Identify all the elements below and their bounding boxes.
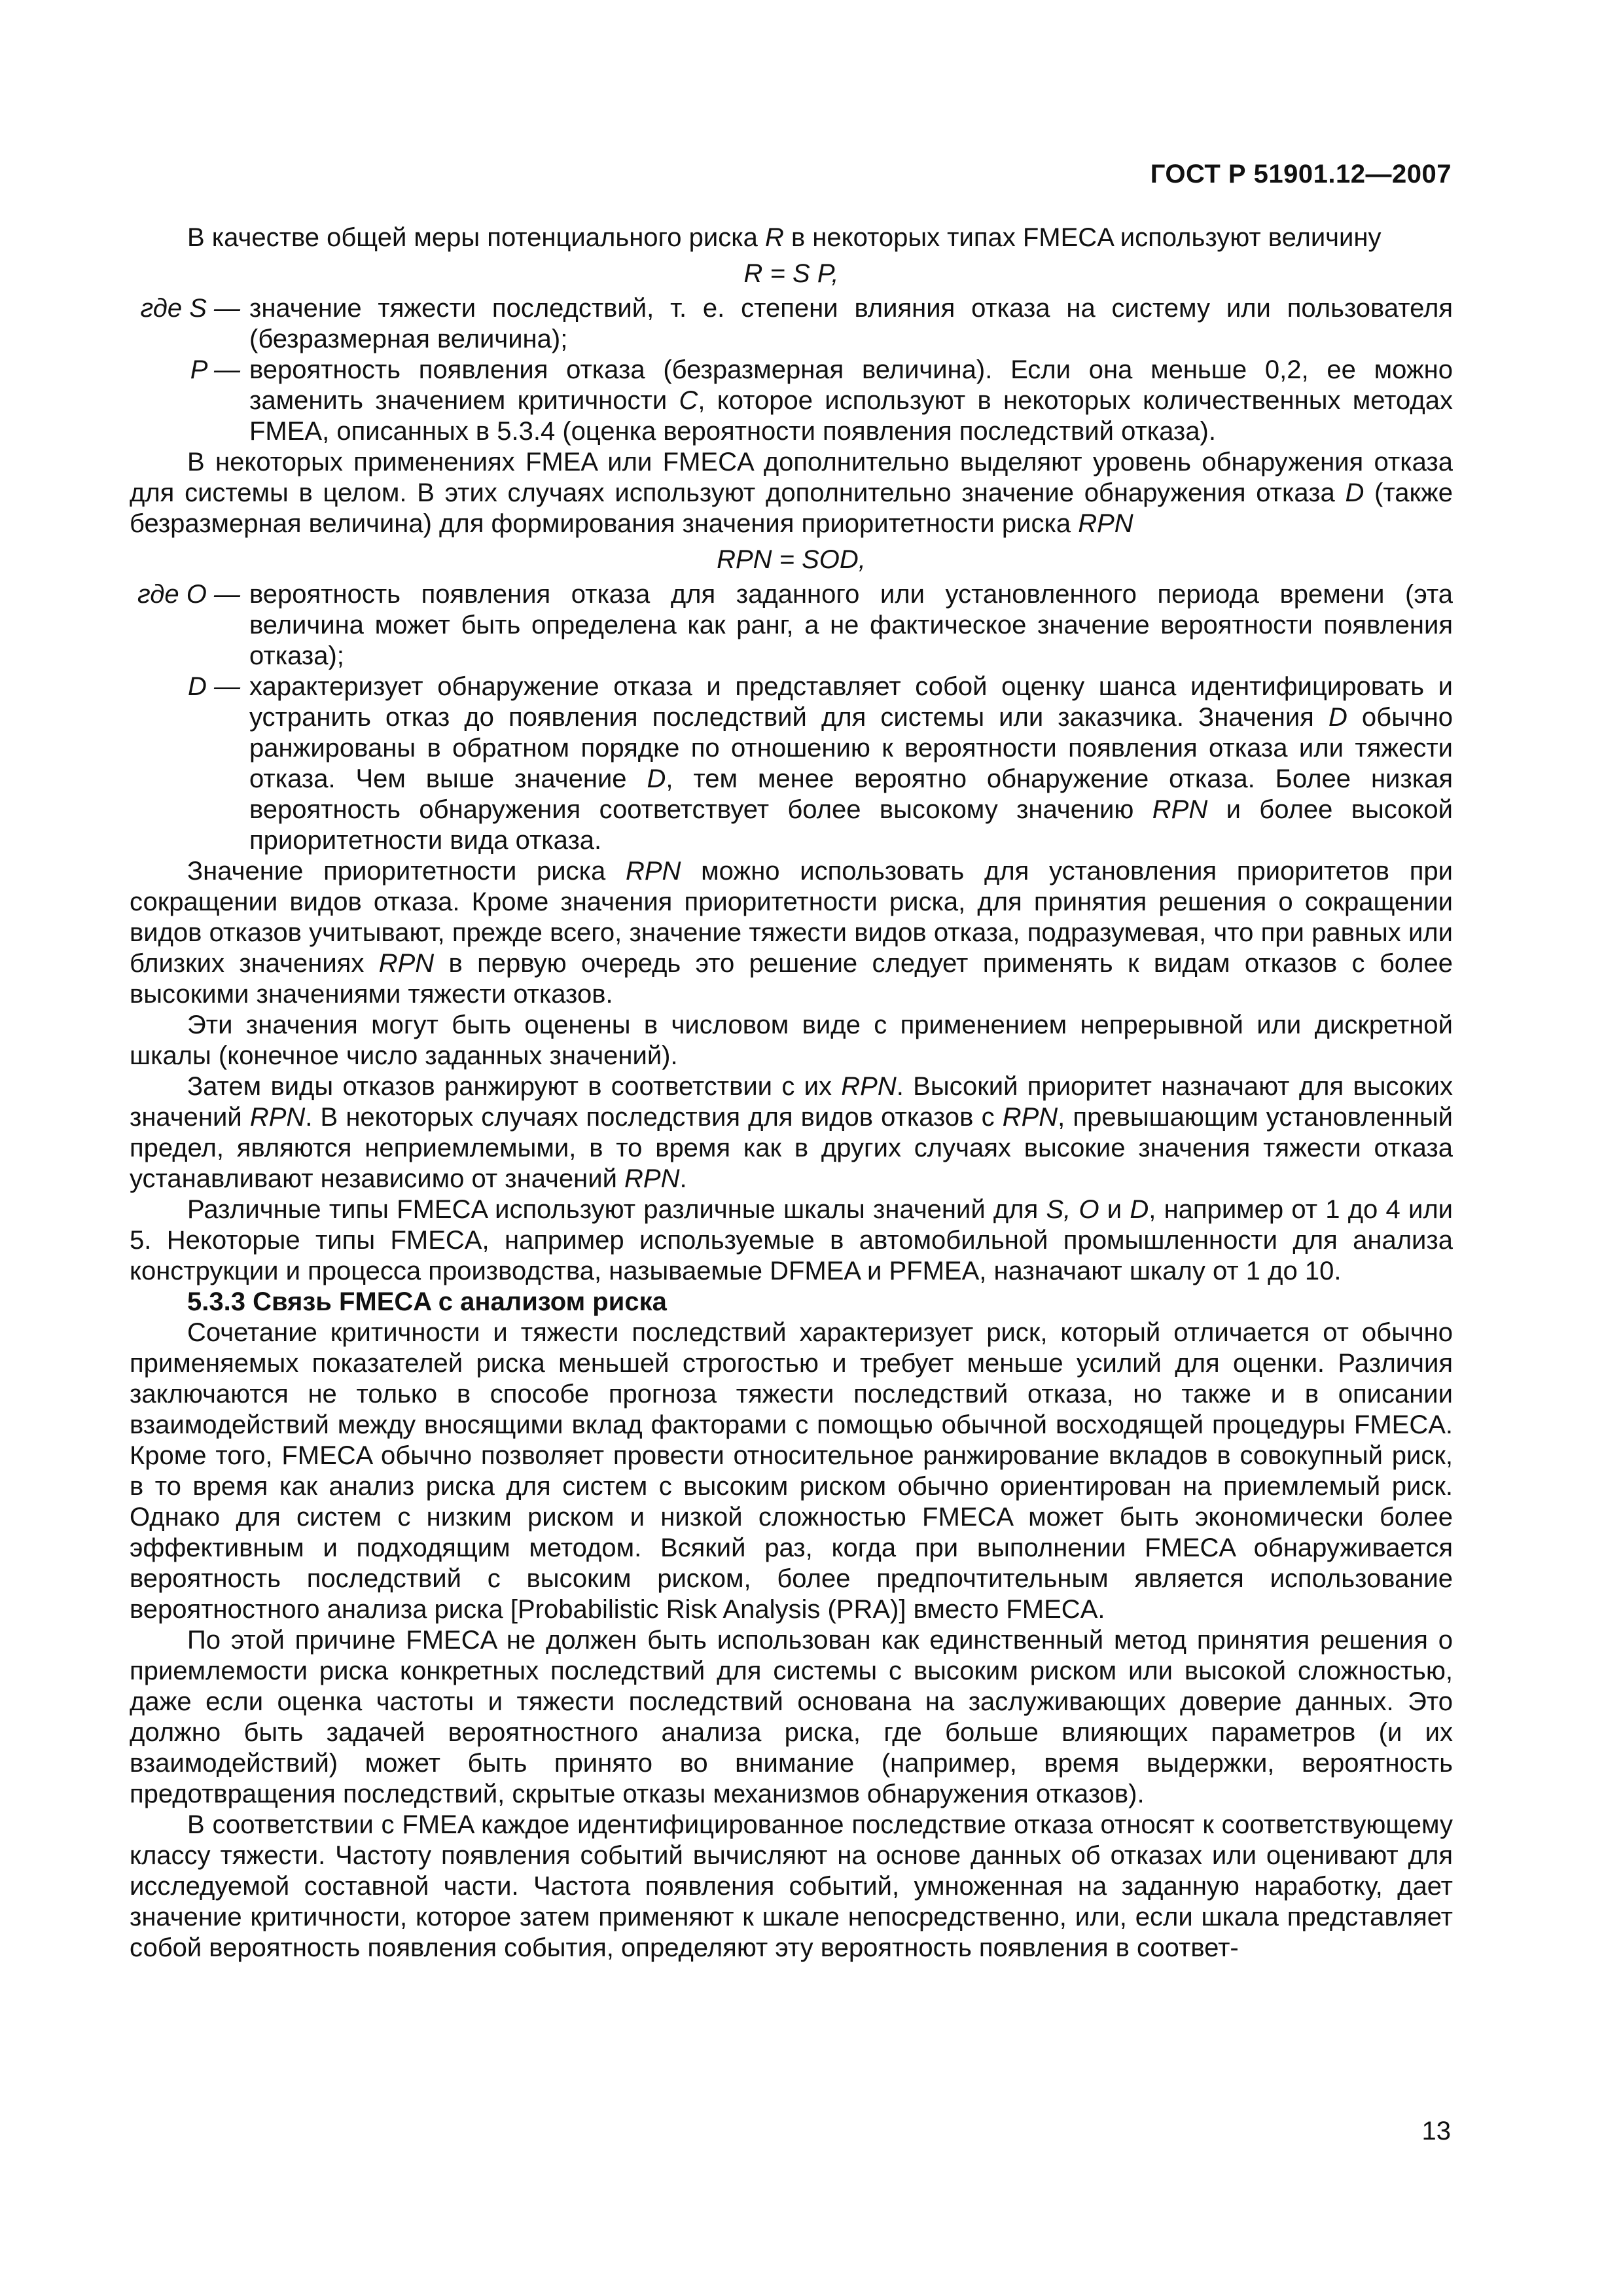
definition-term: D —	[188, 672, 240, 701]
paragraph-risk-measure: В качестве общей меры потенциального риска R в некоторых типах FMECA используют величину	[187, 223, 1382, 252]
definition-term: где O —	[137, 580, 240, 609]
paragraph-fmeca-types: Различные типы FMECA используют различные шкалы значений для S, O и D, например от 1 до 4 или 5. Некоторые типы FMECA, например используемые в автомобильной промышленности для анализа конструкции и процесса производства, называемые DFMEA и PFMEA, назначают шкалу от 1 до 10.	[130, 1195, 1454, 1285]
definition-text: вероятность появления отказа для заданного или установленного периода времени (эта величина может быть определена как ранг, а не фактическое значение вероятности появления отказа);	[249, 580, 1453, 670]
definition-s	[130, 293, 1453, 355]
definition-text: значение тяжести последствий, т. е. степени влияния отказа на систему или пользователя (безразмерная величина);	[249, 294, 1453, 353]
paragraph-risk-analysis: Сочетание критичности и тяжести последствий характеризует риск, который отличается от обычно применяемых показателей риска меньшей строгостью и требует меньше усилий для оценки. Различия заключаются не только в способе прогноза тяжести последствий отказа, но также и в описании взаимодействий между вносящими вклад факторами с помощью обычной восходящей процедуры FMECA. Кроме того, FMECA обычно позволяет провести относительное ранжирование вкладов в совокупный риск, в то время как анализ риска для систем с высоким риском обычно ориентирован на приемлемый риск. Однако для систем с низким риском и низкой сложностью FMECA может быть экономически более эффективным и подходящим методом. Всякий раз, когда при выполнении FMECA обнаруживается вероятность последствий с высоким риском, более предпочтительным является использование вероятностного анализа риска [Probabilistic Risk Analysis (PRA)] вместо FMECA.	[130, 1318, 1453, 1624]
page-number: 13	[1421, 2117, 1451, 2145]
formula-rpn: RPN = SOD,	[717, 545, 866, 574]
paragraph-ranking: Затем виды отказов ранжируют в соответствии с их RPN. Высокий приоритет назначают для высоких значений RPN. В некоторых случаях последствия для видов отказов с RPN, превышающим установленный предел, являются неприемлемыми, в то время как в других случаях высокие значения тяжести отказа устанавливают независимо от значений RPN.	[130, 1072, 1454, 1193]
section-heading: 5.3.3 Связь FMECA с анализом риска	[187, 1287, 667, 1316]
definition-d	[130, 672, 1453, 856]
document-id-header: ГОСТ Р 51901.12—2007	[1150, 160, 1452, 188]
paragraph-scales: Эти значения могут быть оценены в числовом виде с применением непрерывной или дискретной шкалы (конечное число заданных значений).	[130, 1011, 1453, 1070]
definition-term: P —	[190, 355, 240, 384]
definition-p	[130, 355, 1453, 447]
page-body	[130, 223, 1453, 1964]
paragraph-decision: По этой причине FMECA не должен быть использован как единственный метод принятия решения о приемлемости риска конкретных последствий для системы с высоким риском или высокой сложностью, даже если оценка частоты и тяжести последствий основана на заслуживающих доверие данных. Это должно быть задачей вероятностного анализа риска, где больше влияющих параметров (и их взаимодействий) может быть принято во внимание (например, время выдержки, вероятность предотвращения последствий, скрытые отказы механизмов обнаружения отказов).	[130, 1626, 1453, 1808]
definition-text: характеризует обнаружение отказа и представляет собой оценку шанса идентифицировать и устранить отказ до появления последствий для системы или заказчика. Значения D обычно ранжированы в обратном порядке по отношению к вероятности появления отказа или тяжести отказа. Чем выше значение D, тем менее вероятно обнаружение отказа. Более низкая вероятность обнаружения соответствует более высокому значению RPN и более высокой приоритетности вида отказа.	[249, 672, 1454, 855]
paragraph-severity-class: В соответствии с FMEA каждое идентифицированное последствие отказа относят к соответствующему классу тяжести. Частоту появления событий вычисляют на основе данных об отказах или оценивают для исследуемой составной части. Частота появления событий, умноженная на заданную наработку, дает значение критичности, которое затем применяют к шкале непосредственно, или, если шкала представляет собой вероятность появления события, определяют эту вероятность появления в соответ-	[130, 1810, 1453, 1962]
paragraph-detection: В некоторых применениях FMEA или FMECA дополнительно выделяют уровень обнаружения отказа для системы в целом. В этих случаях используют дополнительно значение обнаружения отказа D (также безразмерная величина) для формирования значения приоритетности риска RPN	[130, 448, 1453, 538]
definition-o	[130, 579, 1453, 672]
formula-risk: R = S P,	[743, 259, 839, 288]
paragraph-rpn-priorities: Значение приоритетности риска RPN можно использовать для установления приоритетов при сокращении видов отказа. Кроме значения приоритетности риска, для принятия решения о сокращении видов отказов учитывают, прежде всего, значение тяжести видов отказа, подразумевая, что при равных или близких значениях RPN в первую очередь это решение следует применять к видам отказов с более высокими значениями тяжести отказов.	[130, 857, 1454, 1009]
definition-text: вероятность появления отказа (безразмерная величина). Если она меньше 0,2, ее можно заменить значением критичности C, которое используют в некоторых количественных методах FMEA, описанных в 5.3.4 (оценка вероятности появления последствий отказа).	[249, 355, 1453, 446]
definition-term: где S —	[140, 294, 240, 323]
